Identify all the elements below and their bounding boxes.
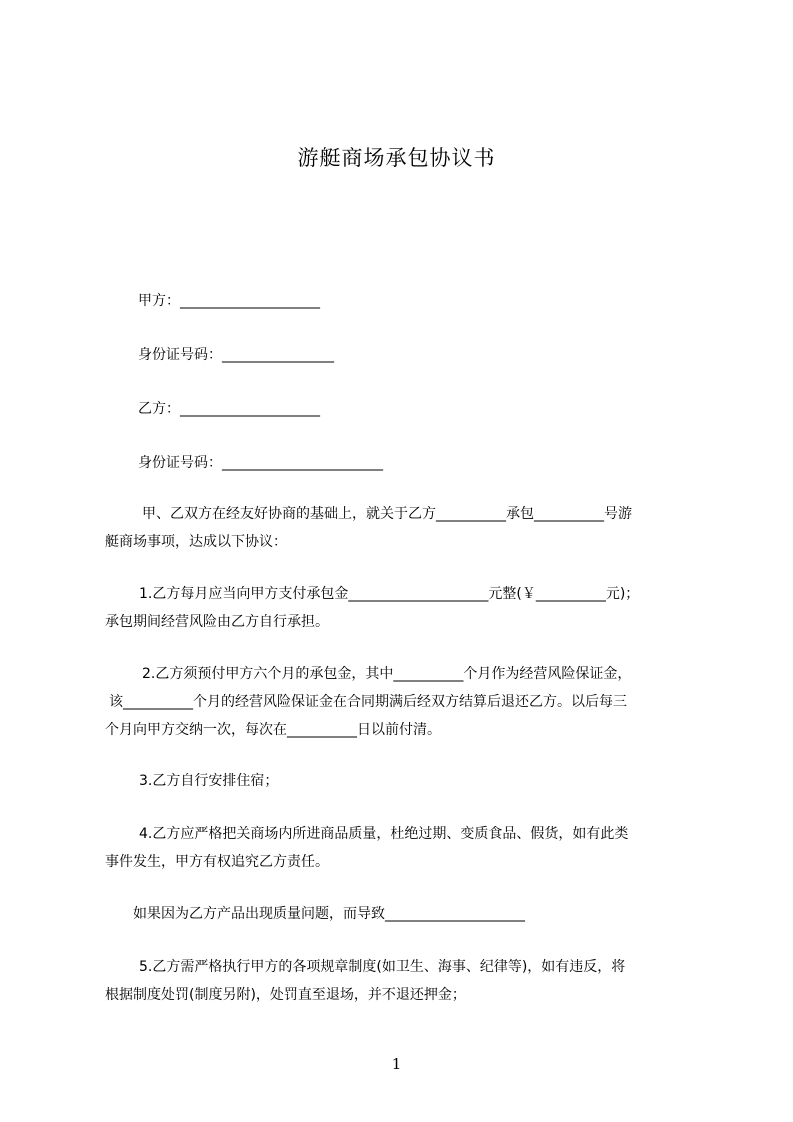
clause-2 [105,660,703,744]
document-title: 游艇商场承包协议书 [297,146,496,170]
party-a-field: 甲方：____________________ [138,293,320,309]
clause-line: 5.乙方需严格执行甲方的各项规章制度(如卫生、海事、纪律等)，如有违反，将 [139,959,626,975]
clause-line: 4.乙方应严格把关商场内所进商品质量，杜绝过期、变质食品、假货，如有此类 [139,826,629,842]
clause-line: 3.乙方自行安排住宿； [139,773,279,789]
intro-line: 艇商场事项，达成以下协议： [105,534,287,550]
clause-line: 如果因为乙方产品出现质量问题，而导致____________________ [133,906,525,922]
clause-line: 该__________个月的经营风险保证金在合同期满后经双方结算后退还乙方。以后每三 [109,694,627,710]
intro-line: 甲、乙双方在经友好协商的基础上，就关于乙方__________承包__________号游 [142,506,632,522]
clause-3 [105,767,703,795]
clause-5 [105,953,703,1009]
clause-line: 1.乙方每月应当向甲方支付承包金____________________元整(￥__________元)； [139,586,640,602]
party-a-id-field: 身份证号码：________________ [138,347,334,363]
clause-4-extra [105,900,703,928]
page-number: 1 [391,1055,402,1073]
clause-line: 根据制度处罚(制度另附)，处罚直至退场，并不退还押金； [105,987,466,1003]
clause-line: 事件发生，甲方有权追究乙方责任。 [105,854,329,870]
party-b-field: 乙方：____________________ [138,401,320,417]
party-b-id-field: 身份证号码：_______________________ [138,455,383,471]
clause-4 [105,820,703,876]
clause-line: 承包期间经营风险由乙方自行承担。 [105,614,329,630]
clause-1 [105,580,703,636]
intro-paragraph [105,500,703,556]
clause-line: 个月向甲方交纳一次，每次在__________日以前付清。 [105,722,441,738]
clause-line: 2.乙方须预付甲方六个月的承包金，其中__________个月作为经营风险保证金， [142,666,632,682]
